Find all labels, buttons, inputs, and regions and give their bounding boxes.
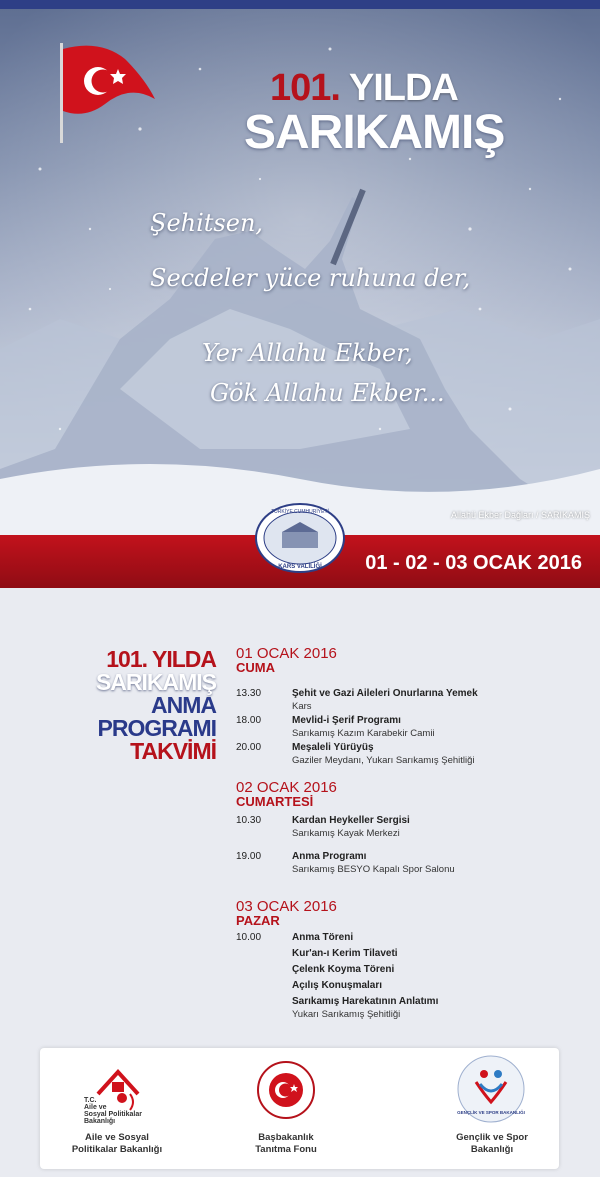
youth-sports-ministry-logo-icon: [456, 1054, 526, 1124]
poem-line-1: Şehitsen,: [150, 209, 264, 237]
event-title: Açılış Konuşmaları: [292, 980, 383, 991]
event-title: Mevlid-i Şerif Programı: [292, 715, 401, 726]
logo1-mark-line4: Bakanlığı: [84, 1118, 116, 1125]
event-place: Sarıkamış BESYO Kapalı Spor Salonu: [292, 864, 455, 875]
event-time: 19.00: [236, 851, 262, 862]
event-title: Şehit ve Gazi Aileleri Onurlarına Yemek: [292, 688, 478, 699]
event-place: Sarıkamış Kazım Karabekir Camii: [292, 728, 435, 739]
event-title: Kardan Heykeller Sergisi: [292, 815, 410, 826]
event-title: Anma Töreni: [292, 932, 354, 943]
event-time: 20.00: [236, 742, 262, 753]
seal-bottom-text: KARS VALİLİĞİ: [278, 564, 322, 570]
event-dates: 01 - 02 - 03 OCAK 2016: [365, 552, 582, 574]
poem-line-4: Gök Allahu Ekber...: [210, 379, 445, 407]
program-title-number: 101.: [106, 646, 148, 672]
photo-credit: Allahü Ekber Dağları / SARIKAMIŞ: [450, 510, 590, 520]
event-time: 10.30: [236, 815, 262, 826]
day1-date: 01 OCAK 2016: [236, 645, 337, 662]
logo3-caption: Gençlik ve Spor Bakanlığı: [456, 1132, 528, 1155]
program-title-sarikamis: SARIKAMIŞ: [95, 669, 216, 695]
kars-governorship-seal-icon: [254, 502, 346, 574]
program-title: [40, 648, 216, 763]
hero-banner: [0, 9, 600, 535]
event-time: 10.00: [236, 932, 262, 943]
event-time: 13.30: [236, 688, 262, 699]
turkish-flag-icon: [30, 39, 160, 149]
poem-line-3: Yer Allahu Ekber,: [202, 339, 413, 367]
logo1-mark-line2: Aile ve: [84, 1104, 107, 1111]
event-title: Çelenk Koyma Töreni: [292, 964, 395, 975]
event-place: Yukarı Sarıkamış Şehitliği: [292, 1009, 401, 1020]
program-title-programi: PROGRAMI: [97, 715, 216, 741]
hero-title-line2: SARIKAMIŞ: [244, 106, 505, 159]
program-title-takvimi: TAKVİMİ: [130, 738, 216, 764]
event-title: Sarıkamış Harekatının Anlatımı: [292, 996, 439, 1007]
program-title-anma: ANMA: [151, 692, 216, 718]
day2-date: 02 OCAK 2016: [236, 779, 337, 796]
event-title: Kur'an-ı Kerim Tilaveti: [292, 948, 398, 959]
poem-line-2: Secdeler yüce ruhuna der,: [150, 264, 471, 292]
event-time: 18.00: [236, 715, 262, 726]
event-title: Anma Programı: [292, 851, 367, 862]
event-title: Meşaleli Yürüyüş: [292, 742, 374, 753]
day3-name: PAZAR: [236, 913, 280, 928]
logo1-mark-line3: Sosyal Politikalar: [84, 1111, 142, 1118]
day2-name: CUMARTESİ: [236, 794, 314, 809]
logo1-caption: Aile ve Sosyal Politikalar Bakanlığı: [71, 1132, 163, 1155]
family-ministry-logo-icon: [78, 1058, 158, 1126]
promotion-fund-logo-icon: [256, 1060, 316, 1120]
top-bar: [0, 0, 600, 9]
hero-title-line1: 101. YILDA: [270, 67, 458, 109]
event-place: Sarıkamış Kayak Merkezi: [292, 828, 400, 839]
seal-top-text: TÜRKİYE CUMHURİYETİ: [271, 509, 329, 515]
event-place: Gaziler Meydanı, Yukarı Sarıkamış Şehitliği: [292, 755, 475, 766]
sponsor-logos-panel: [40, 1048, 559, 1169]
day1-name: CUMA: [236, 660, 275, 675]
logo2-caption: Başbakanlık Tanıtma Fonu: [255, 1132, 317, 1155]
program-title-word: YILDA: [152, 646, 216, 672]
event-place: Kars: [292, 701, 312, 712]
logo1-mark-line1: T.C.: [84, 1097, 97, 1104]
logo3-mark-text: GENÇLİK VE SPOR BAKANLIĞI: [457, 1110, 525, 1115]
day3-date: 03 OCAK 2016: [236, 898, 337, 915]
